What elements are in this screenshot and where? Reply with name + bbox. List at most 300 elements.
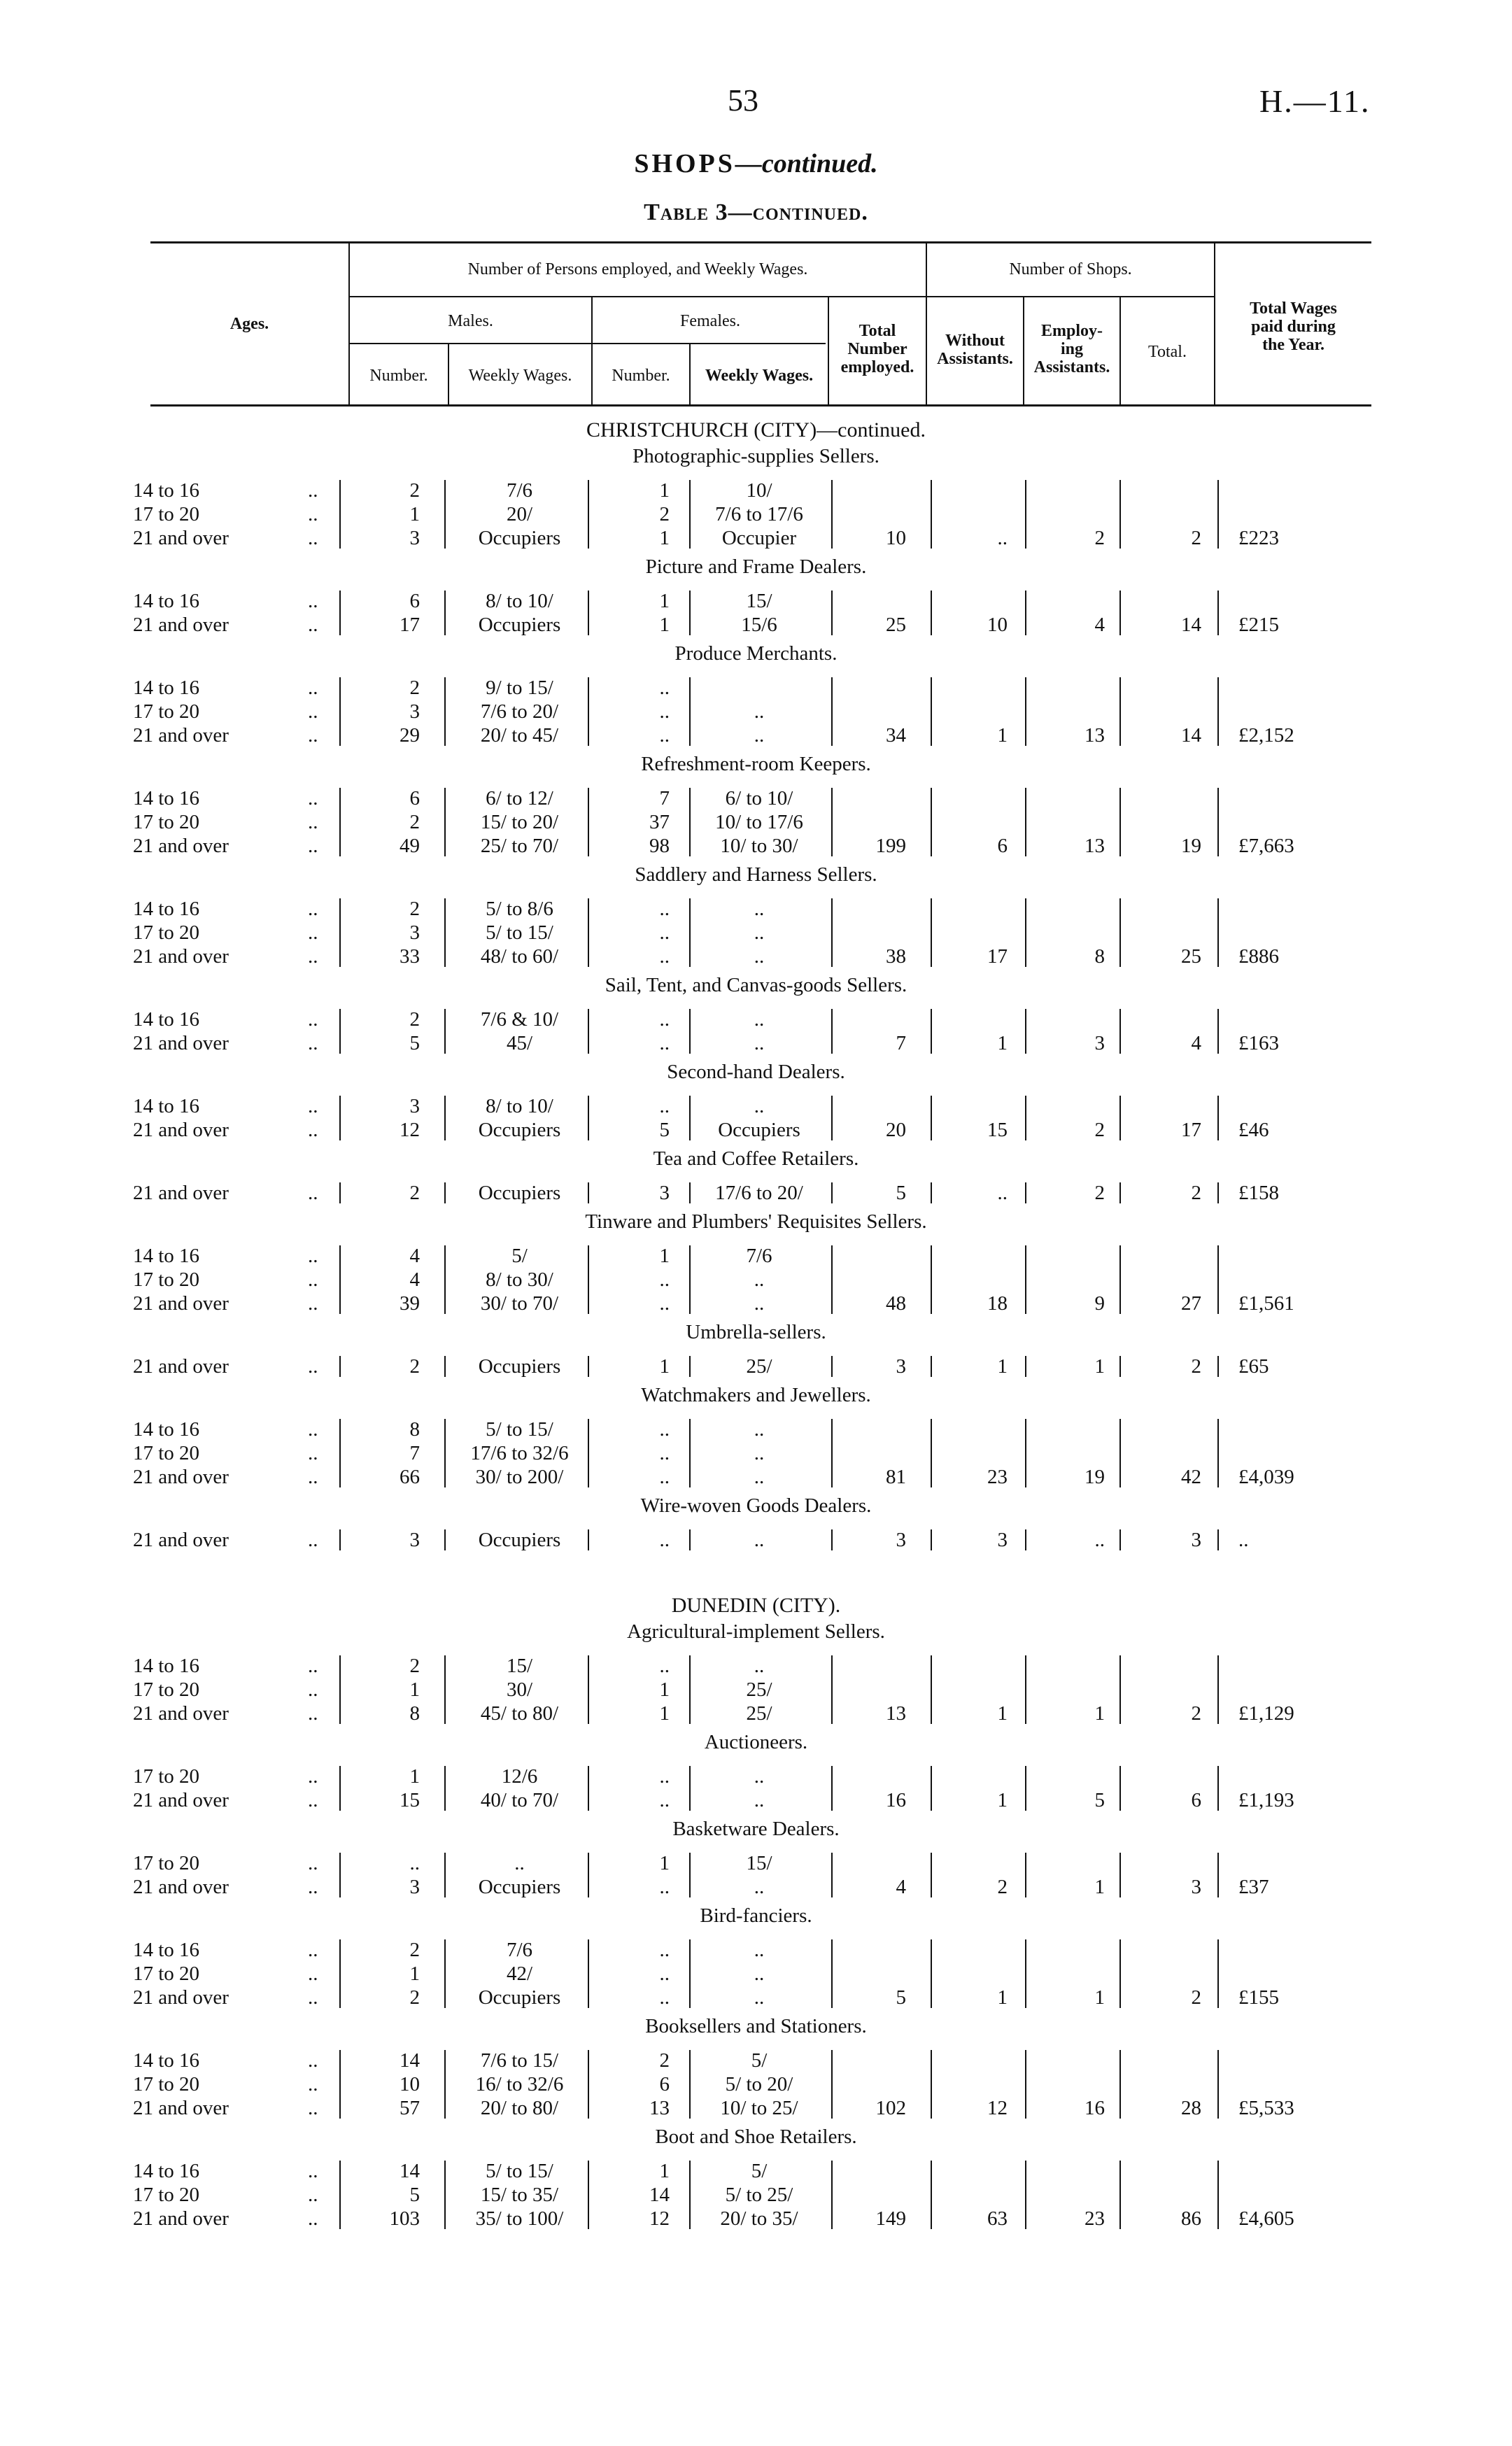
leader-dots: ..	[308, 945, 318, 968]
employing-assistants-cell: 2	[1094, 1182, 1105, 1204]
column-rule	[831, 2050, 833, 2119]
female-number-cell: 5	[659, 1119, 670, 1141]
total-employed-cell: 199	[875, 835, 906, 857]
header-total-employed-line: Number	[847, 340, 907, 358]
column-rule	[689, 1853, 691, 1897]
category-title: Watchmakers and Jewellers.	[641, 1384, 871, 1406]
total-wages-cell: £2,152	[1238, 724, 1294, 747]
employing-assistants-cell: 4	[1094, 614, 1105, 636]
male-wages-cell: 6/ to 12/	[486, 787, 553, 810]
leader-dots: ..	[308, 1529, 318, 1551]
column-rule	[689, 1939, 691, 2008]
employing-assistants-cell: 2	[1094, 1119, 1105, 1141]
column-rule	[831, 1655, 833, 1724]
leader-dots: ..	[308, 503, 318, 525]
female-number-cell: ..	[659, 1876, 670, 1898]
header-total-shops: Total.	[1148, 343, 1187, 361]
employing-assistants-cell: 13	[1084, 835, 1105, 857]
male-wages-cell: 7/6 & 10/	[480, 1008, 559, 1031]
column-rule	[1025, 1009, 1026, 1054]
female-number-cell: 3	[659, 1182, 670, 1204]
without-assistants-cell: 17	[987, 945, 1008, 968]
age-cell: 14 to 16	[133, 1245, 200, 1267]
column-rule	[1025, 1245, 1026, 1314]
page-title	[0, 148, 1512, 179]
leader-dots: ..	[308, 1418, 318, 1441]
female-number-cell: 2	[659, 2049, 670, 2072]
employing-assistants-cell: 1	[1094, 1876, 1105, 1898]
column-rule	[339, 788, 341, 856]
female-number-cell: 1	[659, 614, 670, 636]
age-cell: 17 to 20	[133, 2184, 200, 2206]
female-number-cell: 1	[659, 1702, 670, 1725]
leader-dots: ..	[308, 1119, 318, 1141]
column-rule	[831, 480, 833, 549]
employing-assistants-cell: 19	[1084, 1466, 1105, 1488]
column-rule	[1025, 898, 1026, 967]
column-rule	[931, 1182, 932, 1203]
category-title: Tinware and Plumbers' Requisites Sellers.	[585, 1210, 927, 1233]
column-rule	[339, 1419, 341, 1487]
column-rule	[689, 2161, 691, 2229]
leader-dots: ..	[308, 1008, 318, 1031]
female-wages-cell: 15/	[746, 1852, 772, 1874]
female-wages-cell: 10/ to 17/6	[715, 811, 803, 833]
column-rule	[931, 2161, 932, 2229]
male-number-cell: 1	[409, 1678, 420, 1701]
employing-assistants-cell: 3	[1094, 1032, 1105, 1054]
without-assistants-cell: ..	[997, 527, 1008, 549]
column-rule	[339, 677, 341, 746]
employing-assistants-cell: 23	[1084, 2207, 1105, 2230]
total-shops-cell: 2	[1191, 1986, 1201, 2009]
male-number-cell: 6	[409, 787, 420, 810]
employing-assistants-cell: 1	[1094, 1986, 1105, 2009]
employing-assistants-cell: 1	[1094, 1702, 1105, 1725]
leader-dots: ..	[308, 700, 318, 723]
leader-dots: ..	[308, 921, 318, 944]
column-rule	[1025, 1853, 1026, 1897]
male-number-cell: ..	[409, 1852, 420, 1874]
column-rule	[1025, 1096, 1026, 1140]
column-rule	[1119, 1009, 1121, 1054]
female-wages-cell: 25/	[746, 1678, 772, 1701]
column-rule	[689, 480, 691, 549]
female-wages-cell: ..	[754, 1292, 765, 1315]
column-rule	[1025, 677, 1026, 746]
male-wages-cell: 5/	[511, 1245, 528, 1267]
female-wages-cell: ..	[754, 921, 765, 944]
column-rule	[1119, 2161, 1121, 2229]
leader-dots: ..	[308, 2073, 318, 2095]
column-rule	[444, 1245, 446, 1314]
total-employed-cell: 4	[896, 1876, 906, 1898]
header-without-line: Assistants.	[937, 350, 1013, 368]
employing-assistants-cell: 8	[1094, 945, 1105, 968]
total-employed-cell: 5	[896, 1986, 906, 2009]
male-wages-cell: 12/6	[501, 1765, 538, 1788]
column-rule	[1217, 1529, 1219, 1550]
without-assistants-cell: ..	[997, 1182, 1008, 1204]
male-number-cell: 3	[409, 921, 420, 944]
column-rule	[1119, 591, 1121, 635]
column-rule	[689, 1096, 691, 1140]
column-rule	[588, 898, 589, 967]
age-cell: 14 to 16	[133, 2160, 200, 2182]
female-wages-cell: ..	[754, 1008, 765, 1031]
total-shops-cell: 86	[1181, 2207, 1201, 2230]
leader-dots: ..	[308, 2160, 318, 2182]
column-rule	[444, 1529, 446, 1550]
male-wages-cell: Occupiers	[478, 614, 561, 636]
leader-dots: ..	[308, 1292, 318, 1315]
female-number-cell: 1	[659, 1852, 670, 1874]
age-cell: 17 to 20	[133, 2073, 200, 2095]
female-wages-cell: 20/ to 35/	[720, 2207, 798, 2230]
category-title: Produce Merchants.	[674, 642, 838, 665]
column-rule	[931, 1529, 932, 1550]
column-rule	[588, 1766, 589, 1811]
page-number: 53	[728, 83, 758, 118]
header-wages-year	[1215, 299, 1371, 354]
column-rule	[689, 1655, 691, 1724]
column-rule	[1217, 1419, 1219, 1487]
female-wages-cell: ..	[754, 898, 765, 920]
header-female-wages: Weekly Wages.	[705, 367, 814, 385]
column-rule	[339, 591, 341, 635]
age-cell: 17 to 20	[133, 921, 200, 944]
column-rule	[1119, 898, 1121, 967]
column-rule	[1025, 1182, 1026, 1203]
female-wages-cell: Occupier	[721, 527, 797, 549]
section-title: CHRISTCHURCH (CITY)—continued.	[586, 418, 926, 441]
employing-assistants-cell: 16	[1084, 2097, 1105, 2119]
male-wages-cell: 48/ to 60/	[480, 945, 559, 968]
column-rule	[588, 591, 589, 635]
leader-dots: ..	[308, 1939, 318, 1961]
column-rule	[931, 788, 932, 856]
header-shops: Number of Shops.	[1009, 260, 1132, 278]
total-shops-cell: 2	[1191, 1182, 1201, 1204]
column-rule	[831, 1766, 833, 1811]
male-number-cell: 39	[400, 1292, 420, 1315]
category-title: Bird-fanciers.	[700, 1904, 812, 1927]
title-continued: —continued.	[735, 149, 878, 178]
column-rule	[1025, 1356, 1026, 1377]
male-number-cell: 2	[409, 677, 420, 699]
age-cell: 21 and over	[133, 1986, 229, 2009]
header-male-number: Number.	[369, 367, 428, 385]
without-assistants-cell: 2	[997, 1876, 1008, 1898]
column-rule	[1025, 2050, 1026, 2119]
age-cell: 21 and over	[133, 1032, 229, 1054]
female-number-cell: 1	[659, 1678, 670, 1701]
total-shops-cell: 6	[1191, 1789, 1201, 1811]
category-title: Sail, Tent, and Canvas-goods Sellers.	[605, 974, 907, 996]
column-rule	[831, 1009, 833, 1054]
column-rule	[931, 1766, 932, 1811]
female-wages-cell: ..	[754, 945, 765, 968]
total-shops-cell: 4	[1191, 1032, 1201, 1054]
female-number-cell: ..	[659, 677, 670, 699]
column-rule	[588, 1655, 589, 1724]
female-number-cell: 37	[649, 811, 670, 833]
male-wages-cell: 42/	[506, 1963, 533, 1985]
age-cell: 21 and over	[133, 945, 229, 968]
column-rule	[831, 1853, 833, 1897]
male-wages-cell: 16/ to 32/6	[475, 2073, 564, 2095]
age-cell: 21 and over	[133, 527, 229, 549]
male-number-cell: 1	[409, 1963, 420, 1985]
age-cell: 21 and over	[133, 724, 229, 747]
column-rule	[1025, 1939, 1026, 2008]
column-rule	[339, 1245, 341, 1314]
column-rule	[588, 1245, 589, 1314]
column-rule	[1025, 1655, 1026, 1724]
female-wages-cell: 25/	[746, 1702, 772, 1725]
total-shops-cell: 17	[1181, 1119, 1201, 1141]
female-number-cell: 7	[659, 787, 670, 810]
leader-dots: ..	[308, 614, 318, 636]
female-number-cell: ..	[659, 1418, 670, 1441]
female-wages-cell: 5/ to 25/	[725, 2184, 793, 2206]
column-rule	[831, 2161, 833, 2229]
total-shops-cell: 27	[1181, 1292, 1201, 1315]
leader-dots: ..	[308, 1852, 318, 1874]
total-wages-cell: £155	[1238, 1986, 1279, 2009]
column-rule	[1119, 677, 1121, 746]
total-employed-cell: 25	[886, 614, 906, 636]
male-number-cell: 10	[400, 2073, 420, 2095]
leader-dots: ..	[308, 590, 318, 612]
age-cell: 14 to 16	[133, 1939, 200, 1961]
male-number-cell: 8	[409, 1418, 420, 1441]
column-rule	[931, 1939, 932, 2008]
female-wages-cell: 10/ to 30/	[720, 835, 798, 857]
column-rule	[931, 1096, 932, 1140]
age-cell: 14 to 16	[133, 1008, 200, 1031]
female-wages-cell: 7/6	[746, 1245, 772, 1267]
column-rule	[444, 1096, 446, 1140]
column-rule	[444, 1419, 446, 1487]
total-wages-cell: £163	[1238, 1032, 1279, 1054]
female-number-cell: 2	[659, 503, 670, 525]
male-wages-cell: 17/6 to 32/6	[470, 1442, 569, 1464]
leader-dots: ..	[308, 787, 318, 810]
female-number-cell: 14	[649, 2184, 670, 2206]
female-number-cell: ..	[659, 1765, 670, 1788]
category-title: Umbrella-sellers.	[686, 1321, 826, 1343]
without-assistants-cell: 1	[997, 724, 1008, 747]
female-wages-cell: ..	[754, 1876, 765, 1898]
total-shops-cell: 3	[1191, 1529, 1201, 1551]
male-wages-cell: Occupiers	[478, 1876, 561, 1898]
column-rule	[339, 1182, 341, 1203]
column-rule	[1119, 1529, 1121, 1550]
age-cell: 14 to 16	[133, 590, 200, 612]
column-rule	[831, 1182, 833, 1203]
male-number-cell: 2	[409, 1986, 420, 2009]
column-rule	[1217, 1182, 1219, 1203]
age-cell: 14 to 16	[133, 1095, 200, 1117]
male-number-cell: 3	[409, 527, 420, 549]
male-wages-cell: 15/ to 35/	[480, 2184, 559, 2206]
column-rule	[1025, 1766, 1026, 1811]
header-wages-year-line: the Year.	[1262, 336, 1324, 354]
total-wages-cell: £215	[1238, 614, 1279, 636]
male-wages-cell: ..	[514, 1852, 525, 1874]
leader-dots: ..	[308, 2184, 318, 2206]
male-wages-cell: 5/ to 15/	[486, 2160, 553, 2182]
column-rule	[1119, 1939, 1121, 2008]
total-shops-cell: 14	[1181, 614, 1201, 636]
total-employed-cell: 149	[875, 2207, 906, 2230]
age-cell: 17 to 20	[133, 1852, 200, 1874]
column-rule	[1119, 1356, 1121, 1377]
column-rule	[1217, 480, 1219, 549]
total-wages-cell: £4,039	[1238, 1466, 1294, 1488]
column-rule	[1119, 1853, 1121, 1897]
female-number-cell: ..	[659, 1939, 670, 1961]
without-assistants-cell: 1	[997, 1032, 1008, 1054]
without-assistants-cell: 63	[987, 2207, 1008, 2230]
column-rule	[831, 591, 833, 635]
total-employed-cell: 13	[886, 1702, 906, 1725]
column-rule	[931, 1356, 932, 1377]
leader-dots: ..	[308, 677, 318, 699]
male-wages-cell: 40/ to 70/	[480, 1789, 559, 1811]
female-number-cell: 98	[649, 835, 670, 857]
column-rule	[444, 2161, 446, 2229]
female-wages-cell: 5/ to 20/	[725, 2073, 793, 2095]
male-number-cell: 1	[409, 503, 420, 525]
column-rule	[339, 1529, 341, 1550]
header-employing-line: ing	[1060, 340, 1083, 358]
total-shops-cell: 19	[1181, 835, 1201, 857]
column-rule	[931, 1419, 932, 1487]
employing-assistants-cell: 5	[1094, 1789, 1105, 1811]
header-male-wages: Weekly Wages.	[468, 367, 572, 385]
column-rule	[931, 591, 932, 635]
male-wages-cell: 8/ to 30/	[486, 1268, 553, 1291]
leader-dots: ..	[308, 479, 318, 502]
male-wages-cell: 15/	[506, 1655, 533, 1677]
total-wages-cell: £65	[1238, 1355, 1269, 1378]
column-rule	[689, 1356, 691, 1377]
column-rule	[1119, 1655, 1121, 1724]
male-number-cell: 2	[409, 1655, 420, 1677]
column-rule	[831, 1245, 833, 1314]
column-rule	[831, 1939, 833, 2008]
column-rule	[444, 677, 446, 746]
female-number-cell: 6	[659, 2073, 670, 2095]
column-rule	[588, 1356, 589, 1377]
female-number-cell: 1	[659, 1355, 670, 1378]
male-number-cell: 2	[409, 1939, 420, 1961]
column-rule	[1217, 677, 1219, 746]
age-cell: 21 and over	[133, 1355, 229, 1378]
employing-assistants-cell: 1	[1094, 1355, 1105, 1378]
total-shops-cell: 3	[1191, 1876, 1201, 1898]
female-wages-cell: ..	[754, 1268, 765, 1291]
column-rule	[1119, 1245, 1121, 1314]
female-number-cell: ..	[659, 724, 670, 747]
leader-dots: ..	[308, 1355, 318, 1378]
age-cell: 17 to 20	[133, 503, 200, 525]
leader-dots: ..	[308, 1032, 318, 1054]
female-number-cell: 1	[659, 2160, 670, 2182]
total-shops-cell: 42	[1181, 1466, 1201, 1488]
male-number-cell: 14	[400, 2160, 420, 2182]
category-title: Boot and Shoe Retailers.	[655, 2126, 857, 2148]
column-rule	[339, 1939, 341, 2008]
header-sub-rule	[350, 343, 826, 344]
leader-dots: ..	[308, 1986, 318, 2009]
column-rule	[931, 1245, 932, 1314]
column-rule	[931, 1655, 932, 1724]
male-wages-cell: Occupiers	[478, 1182, 561, 1204]
male-wages-cell: 45/	[506, 1032, 533, 1054]
male-wages-cell: Occupiers	[478, 527, 561, 549]
male-wages-cell: 8/ to 10/	[486, 1095, 553, 1117]
column-rule	[689, 788, 691, 856]
header-employing-line: Assistants.	[1033, 358, 1110, 376]
male-number-cell: 4	[409, 1268, 420, 1291]
column-rule	[1217, 1356, 1219, 1377]
column-rule	[689, 1529, 691, 1550]
age-cell: 14 to 16	[133, 2049, 200, 2072]
header-top-rule	[150, 241, 1371, 243]
category-title: Saddlery and Harness Sellers.	[635, 863, 877, 886]
female-number-cell: ..	[659, 921, 670, 944]
total-shops-cell: 28	[1181, 2097, 1201, 2119]
female-wages-cell: 17/6 to 20/	[715, 1182, 803, 1204]
male-wages-cell: Occupiers	[478, 1986, 561, 2009]
male-number-cell: 2	[409, 1355, 420, 1378]
female-number-cell: ..	[659, 1032, 670, 1054]
female-number-cell: ..	[659, 1963, 670, 1985]
female-wages-cell: 10/	[746, 479, 772, 502]
female-wages-cell: 25/	[746, 1355, 772, 1378]
column-rule	[1217, 788, 1219, 856]
column-rule	[444, 2050, 446, 2119]
column-rule	[588, 2161, 589, 2229]
column-rule	[1217, 1009, 1219, 1054]
female-number-cell: ..	[659, 1466, 670, 1488]
leader-dots: ..	[308, 2049, 318, 2072]
header-employing-line: Employ-	[1040, 322, 1103, 340]
column-rule	[689, 1245, 691, 1314]
total-employed-cell: 81	[886, 1466, 906, 1488]
column-rule	[1119, 1182, 1121, 1203]
total-employed-cell: 16	[886, 1789, 906, 1811]
header-mid-rule	[350, 296, 1214, 297]
column-rule	[588, 2050, 589, 2119]
without-assistants-cell: 1	[997, 1986, 1008, 2009]
male-wages-cell: 20/	[506, 503, 533, 525]
column-rule	[444, 1853, 446, 1897]
category-title: Agricultural-implement Sellers.	[627, 1620, 885, 1643]
series-code: H.—11.	[1259, 83, 1371, 119]
male-number-cell: 2	[409, 479, 420, 502]
leader-dots: ..	[308, 1245, 318, 1267]
total-wages-cell: £46	[1238, 1119, 1269, 1141]
leader-dots: ..	[308, 1765, 318, 1788]
total-wages-cell: £7,663	[1238, 835, 1294, 857]
column-rule	[689, 677, 691, 746]
leader-dots: ..	[308, 1655, 318, 1677]
age-cell: 21 and over	[133, 1529, 229, 1551]
